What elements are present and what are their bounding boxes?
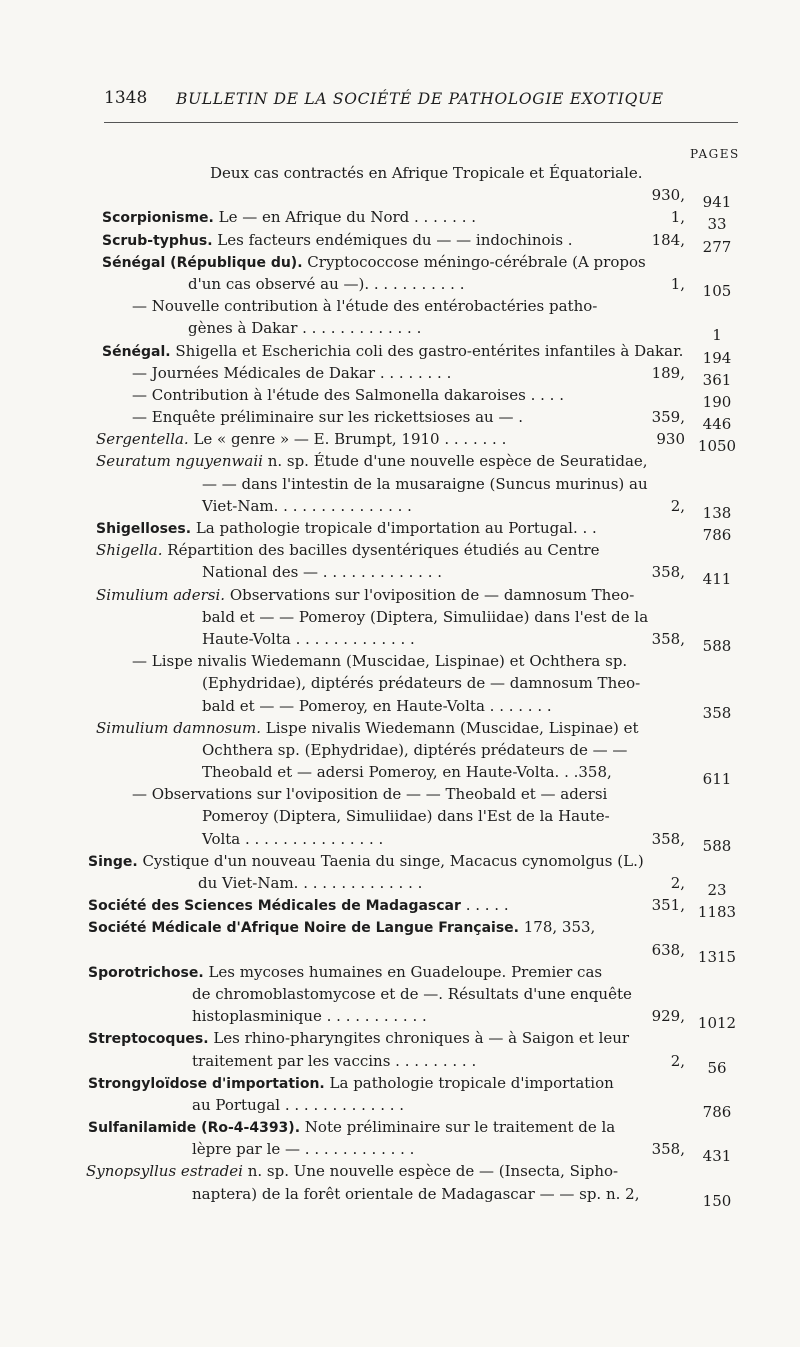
entry-text (192, 1094, 404, 1116)
entry-heading: Simulium damnosum. (96, 718, 262, 737)
entry-text (192, 1138, 414, 1160)
entry-text (132, 384, 564, 406)
entry-line (0, 251, 800, 273)
entry-body: (Ephydridae), diptérés prédateurs de — damnosum Theo- (202, 674, 641, 693)
entry-text (188, 317, 421, 339)
entry-page-number: 361 (702, 370, 732, 389)
entry-body: Pomeroy (Diptera, Simuliidae) dans l'Est de la Haute- (202, 807, 610, 826)
entry-reference: 2, (670, 496, 685, 515)
entry-line (0, 473, 800, 495)
entry-body: bald et — — Pomeroy, en Haute-Volta . . . . . . . (202, 696, 552, 715)
entry-page-number: 1183 (697, 903, 737, 922)
entry-reference: 930, (651, 186, 685, 205)
entry-reference: 1, (670, 274, 685, 293)
entry-heading: Sporotrichose. (88, 964, 204, 981)
index-entry (0, 517, 800, 544)
entry-body: La pathologie tropicale d'importation au Portugal. . . (191, 519, 597, 537)
entry-body: Les rhino-pharyngites chroniques à — à Saigon et leur (208, 1029, 630, 1048)
entry-text (102, 251, 646, 274)
entry-reference: 930 (656, 430, 685, 449)
entry-page-number: 194 (702, 348, 732, 367)
entry-line (0, 1072, 800, 1094)
entry-line (0, 828, 800, 850)
entry-page-number: 358 (702, 703, 732, 722)
entry-line (0, 428, 800, 450)
entry-body: . . . . . (460, 896, 509, 915)
entry-body: de chromoblastomycose et de —. Résultats d'une enquête (192, 984, 632, 1003)
entry-line (0, 295, 800, 317)
entry-body: Viet-Nam. . . . . . . . . . . . . . . (202, 496, 412, 515)
entry-line (0, 362, 800, 384)
entry-text (96, 584, 634, 606)
entry-line (0, 206, 800, 228)
entry-text (88, 961, 602, 984)
entry-line (0, 606, 800, 628)
entry-body: Deux cas contractés en Afrique Tropicale et Équatoriale. (210, 164, 643, 182)
entry-heading: Sénégal (République du). (102, 254, 303, 271)
entry-line (0, 650, 800, 672)
entry-line (0, 739, 800, 761)
entry-line (0, 1005, 800, 1027)
index-entries (0, 162, 800, 1210)
entry-text (192, 1005, 427, 1027)
running-title: BULLETIN DE LA SOCIÉTÉ DE PATHOLOGIE EXOTIQUE (176, 90, 664, 108)
entry-line (0, 273, 800, 295)
entry-body: 178, 353, (518, 918, 596, 937)
entry-page-number: 588 (702, 836, 732, 855)
entry-text (88, 1027, 629, 1050)
entry-page-number: 786 (702, 1102, 732, 1121)
entry-body: Répartition des bacilles dysentériques étudiés au Centre (162, 541, 600, 560)
entry-body: lèpre par le — . . . . . . . . . . . . (192, 1140, 415, 1159)
entry-line (0, 384, 800, 406)
entry-body: Theobald et — adersi Pomeroy, en Haute-Volta. . .358, (202, 763, 612, 782)
entry-line (0, 539, 800, 561)
index-entry (0, 850, 800, 899)
index-entry (0, 916, 800, 966)
index-entry (0, 428, 800, 456)
entry-text (192, 983, 632, 1005)
index-entry (0, 1027, 800, 1077)
entry-line (0, 340, 800, 362)
entry-line (0, 983, 800, 1005)
entry-line (0, 939, 800, 961)
entry-reference: 358, (651, 829, 685, 848)
index-entry (0, 384, 800, 411)
entry-page-number: 786 (702, 526, 732, 544)
entry-heading: Sénégal. (102, 343, 171, 360)
entry-body: Les mycoses humaines en Guadeloupe. Premier cas (203, 962, 603, 981)
entry-heading: Synopsyllus estradei (86, 1162, 243, 1181)
entry-text (202, 606, 648, 628)
entry-line (0, 495, 800, 517)
entry-body: bald et — — Pomeroy (Diptera, Simuliidae) dans l'est de la (202, 607, 649, 626)
entry-page-number: 105 (702, 281, 732, 300)
entry-body: — Lispe nivalis Wiedemann (Muscidae, Lispinae) et Ochthera sp. (132, 652, 628, 671)
entry-reference: 2, (670, 874, 685, 892)
entry-reference: 358, (651, 563, 685, 582)
entry-page-number: 23 (707, 881, 727, 899)
entry-heading: Strongyloïdose d'importation. (88, 1075, 325, 1092)
entry-text (102, 206, 476, 229)
entry-line (0, 872, 800, 894)
entry-page-number: 588 (702, 636, 732, 655)
index-entry (0, 406, 800, 434)
entry-page-number: 190 (702, 392, 732, 411)
entry-page-number: 56 (707, 1058, 727, 1077)
entry-body: n. sp. Étude d'une nouvelle espèce de Seuratidae, (262, 452, 648, 471)
entry-body: Volta . . . . . . . . . . . . . . . (202, 829, 384, 848)
entry-text (202, 739, 627, 761)
entry-line (0, 1094, 800, 1116)
entry-text (96, 428, 506, 450)
entry-page-number: 1 (712, 326, 722, 345)
entry-body: Haute-Volta . . . . . . . . . . . . . (202, 629, 415, 648)
entry-text (88, 850, 644, 873)
entry-line (0, 162, 800, 184)
entry-body: — Observations sur l'oviposition de — — Theobald et — adersi (132, 785, 608, 804)
entry-line (0, 672, 800, 694)
entry-line (0, 229, 800, 251)
entry-page-number: 277 (702, 237, 732, 256)
entry-line (0, 561, 800, 583)
entry-text (192, 1050, 476, 1072)
index-entry (0, 251, 800, 300)
entry-heading: Shigelloses. (96, 521, 192, 537)
entry-text (202, 761, 612, 783)
entry-body: — Contribution à l'étude des Salmonella dakaroises . . . . (132, 385, 564, 404)
entry-body: Les facteurs endémiques du — — indochinois . (212, 230, 573, 249)
entry-reference: 2, (670, 1051, 685, 1070)
entry-body: — Enquête préliminaire sur les rickettsioses au — . (132, 408, 523, 427)
entry-reference: 184, (651, 230, 685, 249)
entry-page-number: 1315 (697, 947, 737, 966)
entry-line (0, 783, 800, 805)
index-entry (0, 1160, 800, 1210)
entry-text (132, 295, 597, 317)
entry-line (0, 1183, 800, 1205)
entry-line (0, 628, 800, 650)
entry-reference: 358, (651, 1140, 685, 1159)
entry-line (0, 406, 800, 428)
entry-text (88, 894, 509, 917)
entry-reference: 359, (651, 408, 685, 427)
entry-text (202, 561, 442, 583)
entry-text (202, 495, 412, 517)
index-entry (0, 1072, 800, 1121)
entry-body: du Viet-Nam. . . . . . . . . . . . . . (198, 874, 423, 892)
entry-line (0, 1027, 800, 1049)
entry-text (88, 916, 595, 939)
entry-text (102, 340, 683, 363)
index-entry (0, 650, 800, 722)
entry-heading: Shigella. (96, 541, 163, 560)
entry-line (0, 184, 800, 206)
entry-line (0, 1050, 800, 1072)
entry-body: Cryptococcose méningo-cérébrale (A propos (302, 252, 646, 271)
entry-line (0, 317, 800, 339)
index-entry (0, 229, 800, 256)
entry-text (102, 229, 573, 252)
entry-reference: 1, (670, 208, 685, 227)
entry-text (188, 273, 464, 295)
entry-body: — Journées Médicales de Dakar . . . . . . . . (132, 363, 452, 382)
entry-text (132, 650, 627, 672)
entry-reference: 189, (651, 363, 685, 382)
entry-heading: Seuratum nguyenwaii (96, 452, 263, 471)
entry-line (0, 1138, 800, 1160)
header-rule (104, 122, 738, 123)
pages-column-label: PAGES (690, 147, 740, 161)
entry-line (0, 695, 800, 717)
entry-text (96, 517, 597, 540)
entry-line (0, 1116, 800, 1138)
entry-heading: Scrub-typhus. (102, 232, 213, 249)
entry-body: Le — en Afrique du Nord . . . . . . . (213, 208, 476, 227)
index-entry (0, 783, 800, 855)
entry-heading: Sergentella. (96, 430, 189, 449)
index-entry (0, 340, 800, 367)
entry-line (0, 450, 800, 472)
entry-body: La pathologie tropicale d'importation (324, 1073, 614, 1092)
entry-text (202, 628, 415, 650)
entry-page-number: 150 (702, 1191, 732, 1210)
index-entry (0, 162, 800, 212)
entry-text (132, 362, 451, 384)
index-entry (0, 539, 800, 589)
entry-text (88, 1116, 615, 1139)
entry-body: histoplasminique . . . . . . . . . . . (192, 1007, 427, 1026)
entry-heading: Singe. (88, 853, 138, 870)
index-entry (0, 961, 800, 1033)
entry-text (132, 783, 607, 805)
entry-reference: 351, (651, 896, 685, 915)
index-entry (0, 362, 800, 389)
entry-page-number: 33 (707, 215, 727, 234)
entry-page-number: 411 (702, 570, 732, 589)
entry-text (86, 1160, 618, 1182)
entry-heading: Sulfanilamide (Ro-4-4393). (88, 1120, 301, 1137)
entry-reference: 638, (651, 940, 685, 959)
entry-body: Ochthera sp. (Ephydridae), diptérés prédateurs de — — (202, 740, 628, 759)
entry-body: n. sp. Une nouvelle espèce de — (Insecta, Sipho- (242, 1162, 619, 1181)
entry-text (96, 539, 599, 561)
entry-line (0, 517, 800, 539)
entry-text (96, 450, 648, 472)
entry-text (202, 473, 648, 495)
index-entry (0, 894, 800, 922)
entry-line (0, 1160, 800, 1182)
index-entry (0, 206, 800, 234)
entry-body: — — dans l'intestin de la musaraigne (Suncus murinus) au (202, 474, 648, 493)
entry-heading: Société des Sciences Médicales de Madagascar (88, 898, 461, 915)
entry-body: Note préliminaire sur le traitement de la (300, 1118, 616, 1137)
entry-heading: Scorpionisme. (102, 210, 214, 227)
entry-text (132, 406, 523, 428)
entry-line (0, 761, 800, 783)
entry-page-number: 138 (702, 503, 732, 522)
entry-text (210, 162, 643, 184)
index-entry (0, 1116, 800, 1166)
entry-reference: 929, (651, 1007, 685, 1026)
entry-line (0, 894, 800, 916)
entry-body: Cystique d'un nouveau Taenia du singe, Macacus cynomolgus (L.) (137, 851, 644, 870)
entry-page-number: 1050 (697, 437, 737, 456)
entry-page-number: 431 (702, 1147, 732, 1166)
index-entry (0, 717, 800, 789)
entry-body: Le « genre » — E. Brumpt, 1910 . . . . . . . (188, 430, 507, 449)
entry-heading: Société Médicale d'Afrique Noire de Langue Française. (88, 920, 519, 937)
entry-body: Shigella et Escherichia coli des gastro-entérites infantiles à Dakar. (170, 341, 684, 360)
entry-page-number: 446 (702, 415, 732, 434)
entry-page-number: 1012 (697, 1014, 737, 1033)
entry-body: Lispe nivalis Wiedemann (Muscidae, Lispinae) et (261, 718, 639, 737)
entry-heading: Streptocoques. (88, 1031, 209, 1048)
entry-body: naptera) de la forêt orientale de Madagascar — — sp. n. 2, (192, 1184, 640, 1203)
entry-text (202, 672, 640, 694)
entry-reference: 358, (651, 629, 685, 648)
entry-text (198, 872, 422, 894)
entry-text (192, 1183, 639, 1205)
entry-text (202, 805, 610, 827)
index-entry (0, 295, 800, 345)
entry-text (96, 717, 639, 739)
entry-line (0, 961, 800, 983)
entry-body: National des — . . . . . . . . . . . . . (202, 563, 443, 582)
entry-text (88, 1072, 614, 1095)
entry-page-number: 941 (702, 193, 732, 212)
entry-body: Observations sur l'oviposition de — damnosum Theo- (225, 585, 635, 604)
entry-body: au Portugal . . . . . . . . . . . . . (192, 1095, 405, 1114)
entry-body: d'un cas observé au —). . . . . . . . . . . (188, 274, 465, 293)
entry-line (0, 717, 800, 739)
page-number: 1348 (104, 88, 148, 108)
entry-line (0, 850, 800, 872)
entry-page-number: 611 (702, 770, 732, 789)
entry-text (202, 695, 552, 717)
entry-body: traitement par les vaccins . . . . . . . . . (192, 1051, 477, 1070)
entry-body: — Nouvelle contribution à l'étude des entérobactéries patho- (132, 297, 598, 316)
entry-heading: Simulium adersi. (96, 585, 226, 604)
index-entry (0, 584, 800, 655)
index-entry (0, 450, 800, 522)
entry-line (0, 584, 800, 606)
entry-line (0, 916, 800, 938)
entry-text (202, 828, 383, 850)
entry-body: gènes à Dakar . . . . . . . . . . . . . (188, 319, 422, 338)
entry-line (0, 805, 800, 827)
